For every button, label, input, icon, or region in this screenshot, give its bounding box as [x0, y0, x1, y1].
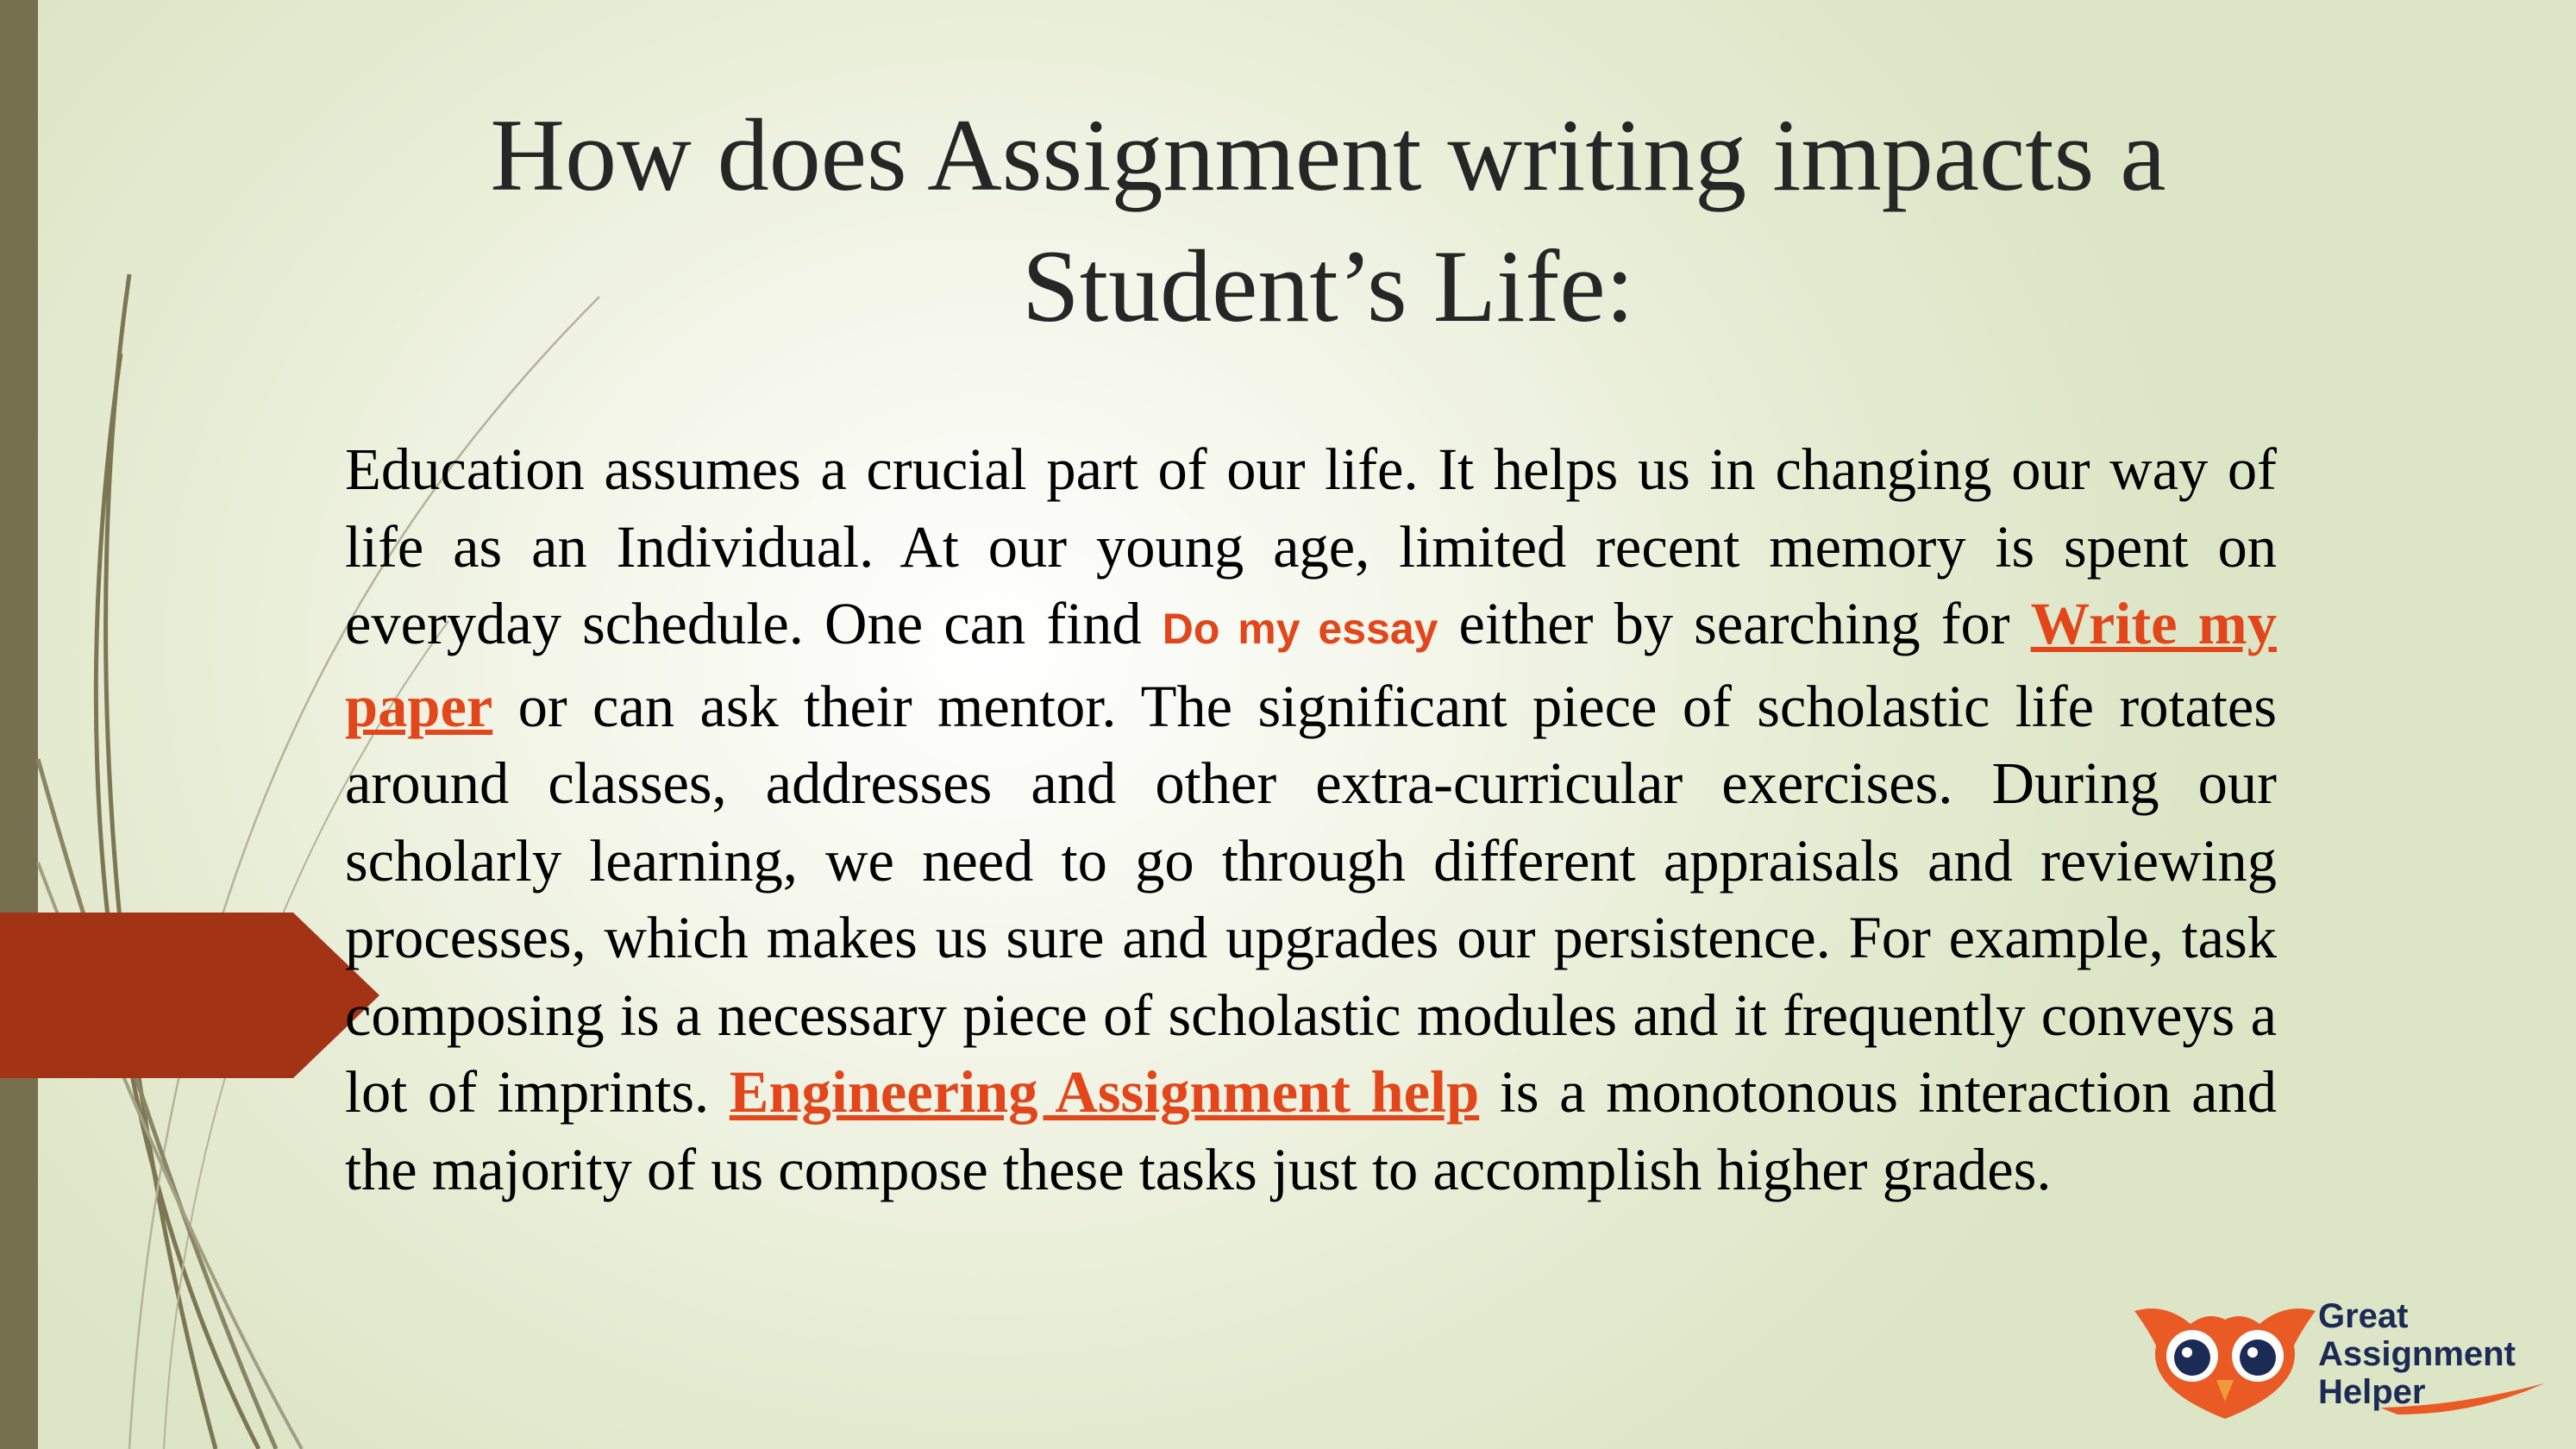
- slide-title: [328, 90, 2328, 352]
- paragraph-text-3: or can ask their mentor. The significant piece of scholastic life rotates around classes, addresses and other extra-curricular exercises. During our scholarly learning, we need to go through different appraisals and reviewing processes, which makes us sure and upgrades our persistence. For example, task composing is a necessary piece of scholastic modules and it frequently conveys a lot of imprints.: [345, 673, 2277, 1125]
- logo-swoosh-icon: [2380, 1380, 2544, 1414]
- body-paragraph: [345, 431, 2277, 1208]
- logo-line-1: Great: [2318, 1297, 2409, 1335]
- paragraph-text-2: either by searching for: [1438, 591, 2031, 656]
- paragraph-text-1: Education assumes a crucial part of our life. It helps us in changing our way of life as an Individual. At our young age, limited recent memory is spent on everyday schedule. One can find: [345, 436, 2277, 656]
- do-my-essay-link[interactable]: Do my essay: [1162, 605, 1438, 653]
- logo-line-3: Helper: [2318, 1373, 2426, 1411]
- engineering-assignment-help-link[interactable]: Engineering Assignment help: [729, 1059, 1480, 1125]
- owl-logo-icon: [2130, 1294, 2320, 1423]
- paragraph-text-4: is a monotonous interaction and the majority of us compose these tasks just to accomplish higher grades.: [345, 1059, 2277, 1202]
- logo-line-2: Assignment: [2318, 1335, 2516, 1373]
- arrow-banner-shape: [0, 913, 397, 1078]
- brand-logo[interactable]: [2130, 1294, 2544, 1423]
- title-line-2: Student’s Life:: [1022, 229, 1634, 343]
- title-line-1: How does Assignment writing impacts a: [490, 97, 2166, 212]
- write-my-paper-link[interactable]: Write my paper: [345, 591, 2277, 739]
